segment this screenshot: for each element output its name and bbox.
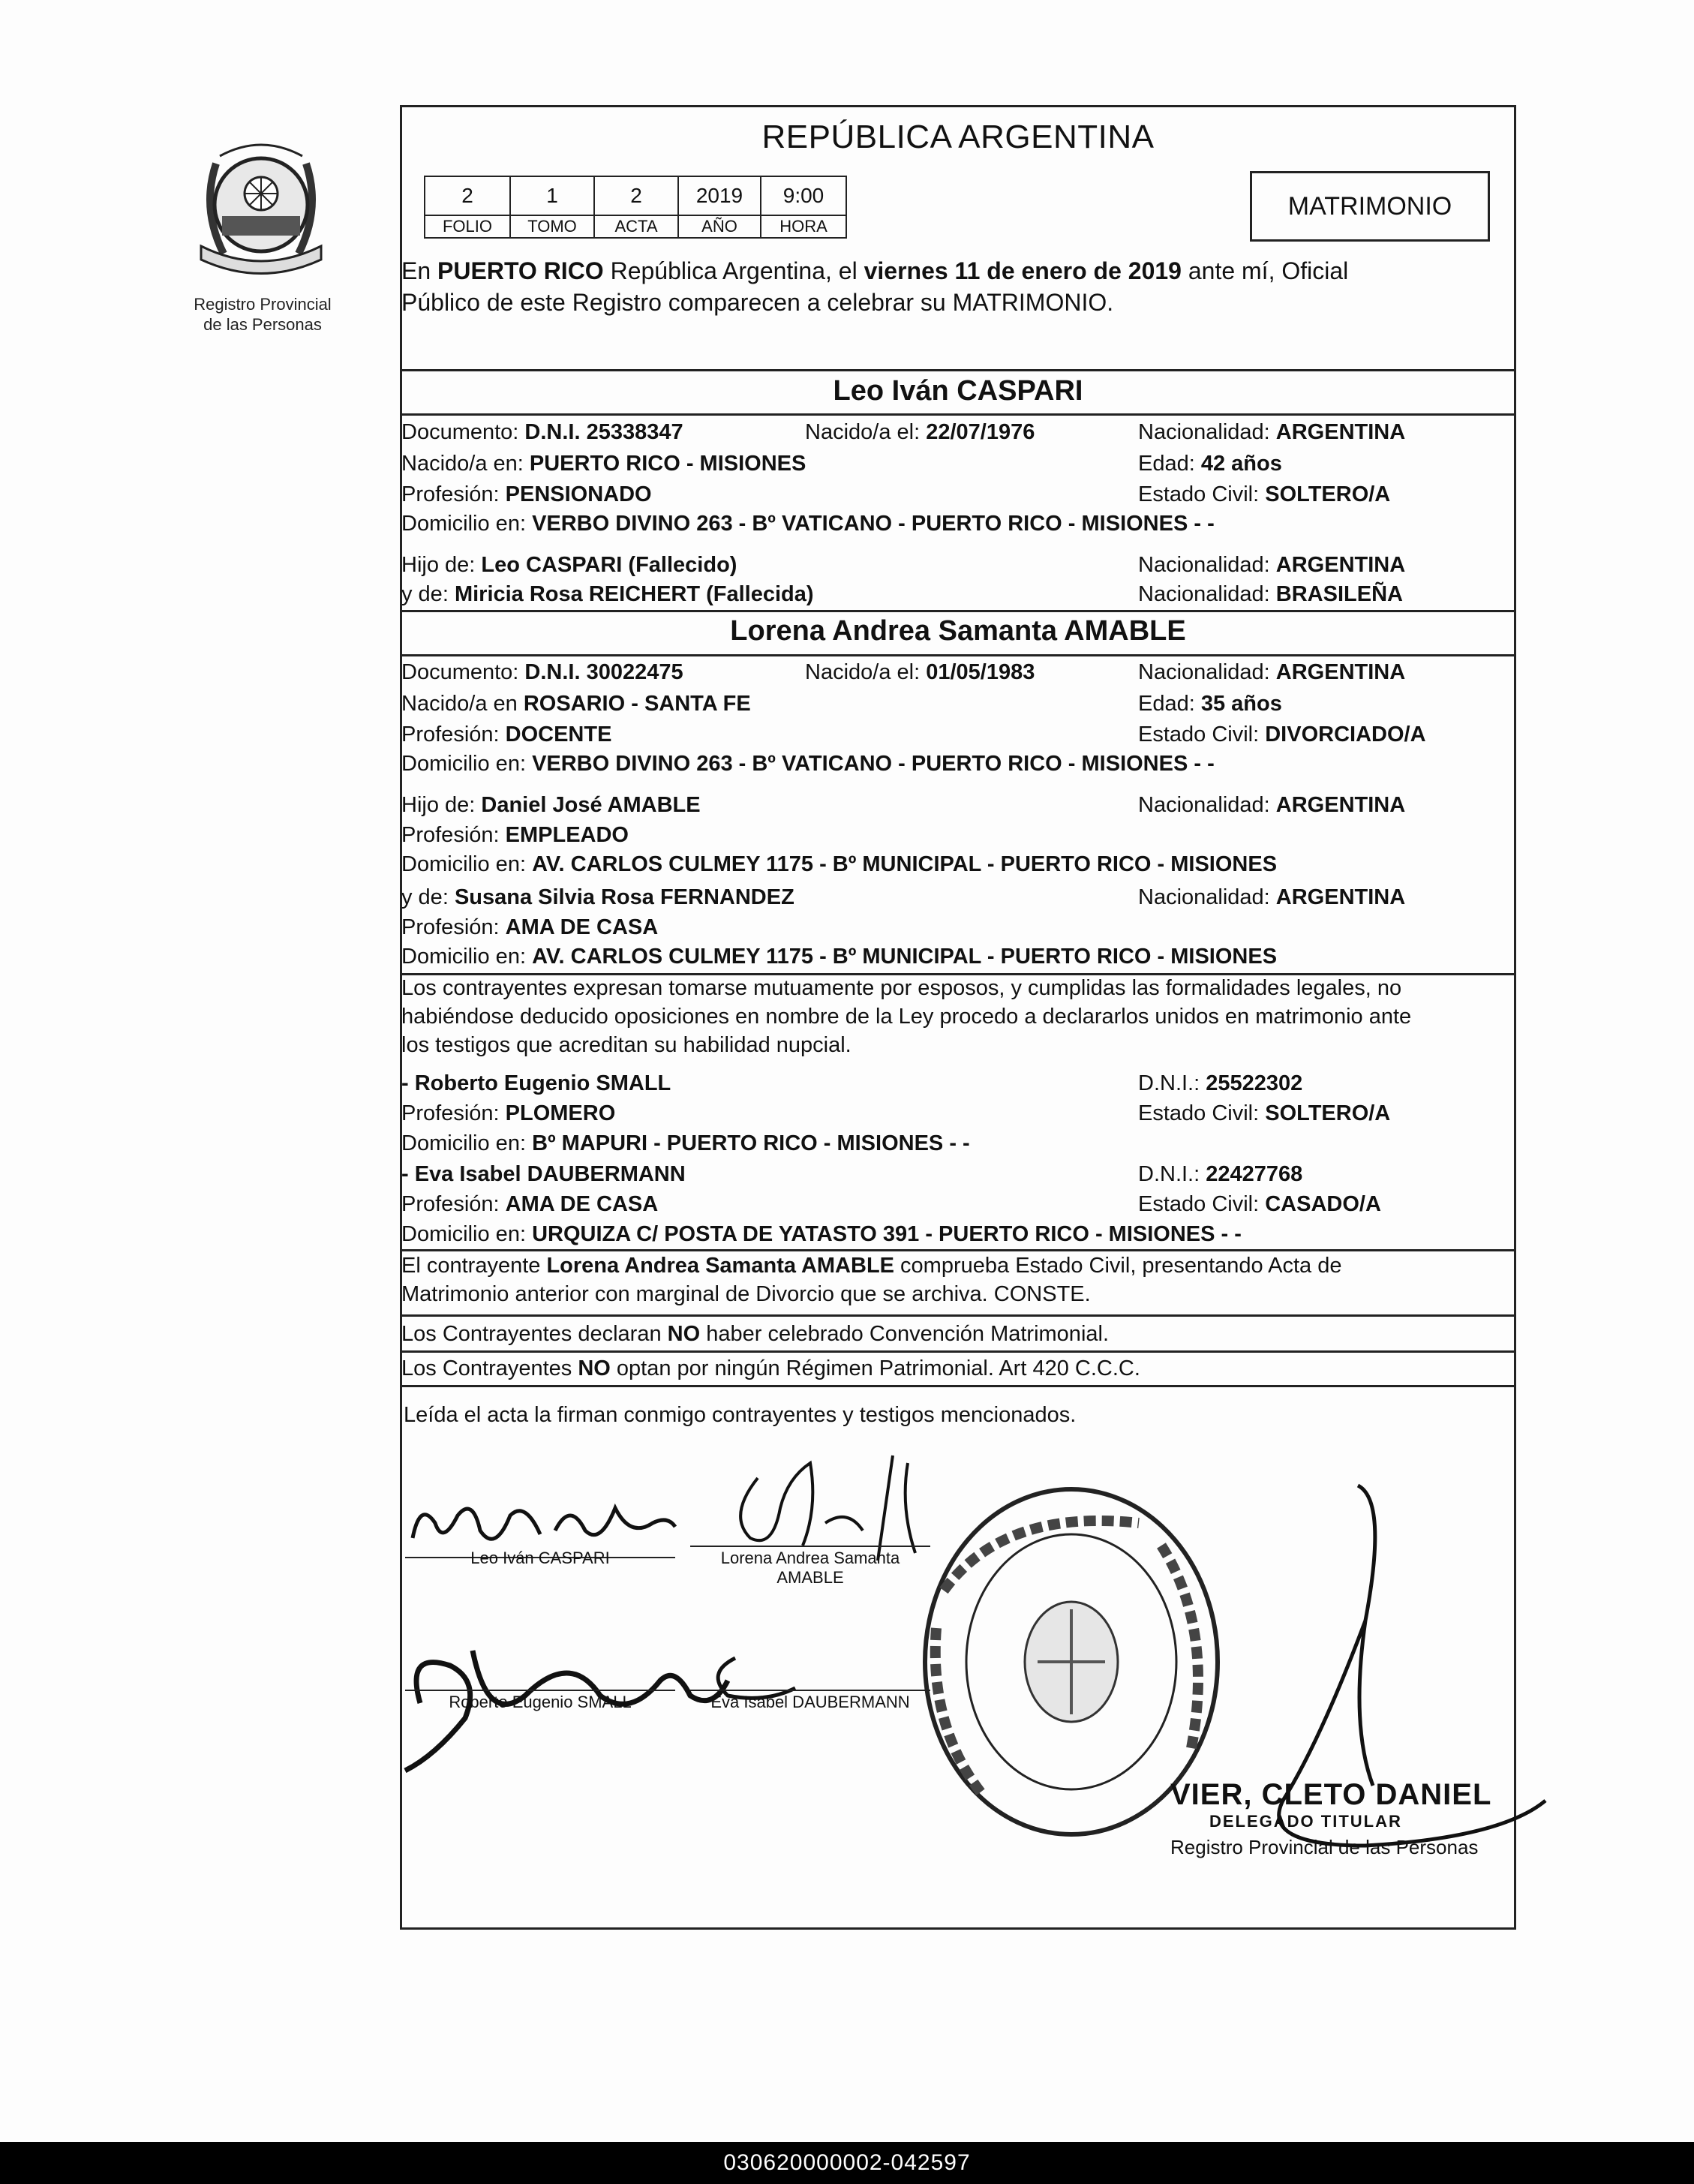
folio-label: FOLIO [425,215,510,238]
witness2-civil-status-row: Estado Civil: CASADO/A [1138,1192,1381,1216]
spouse2-profession-row: Profesión: DOCENTE [401,722,612,747]
spouse1-address-row: Domicilio en: VERBO DIVINO 263 - Bº VATICANO - PUERTO RICO - MISIONES - - [401,512,1215,536]
spouse2-mother-row: y de: Susana Silvia Rosa FERNANDEZ [401,885,794,909]
spouse1-profession-row: Profesión: PENSIONADO [401,482,652,506]
spouse1-age-row: Edad: 42 años [1138,452,1282,476]
spouse2-father-profession-row: Profesión: EMPLEADO [401,823,629,847]
country-title: REPÚBLICA ARGENTINA [761,119,1155,155]
spouse1-father-row: Hijo de: Leo CASPARI (Fallecido) [401,553,737,577]
witness2-profession-row: Profesión: AMA DE CASA [401,1192,659,1216]
official-role: DELEGADO TITULAR [1209,1812,1402,1831]
spouse1-name: Leo Iván CASPARI [833,375,1083,407]
convention-note: Los Contrayentes declaran NO haber celebrado Convención Matrimonial. [401,1322,1110,1346]
divider [400,610,1516,612]
spouse2-mother-profession-row: Profesión: AMA DE CASA [401,915,659,939]
declaration-paragraph [401,974,1515,1059]
registry-label-line2: de las Personas [203,315,322,334]
signature-line [405,1690,675,1691]
witness2-name-row: - Eva Isabel DAUBERMANN [401,1162,686,1186]
folio-value: 2 [425,176,510,215]
intro-line2: Público de este Registro comparecen a celebrar su MATRIMONIO. [401,289,1114,316]
witness1-dni-row: D.N.I.: 25522302 [1138,1071,1303,1095]
registry-label-line1: Registro Provincial [194,295,332,314]
provincia-de-misiones-seal-icon [186,134,336,284]
act-type-box: MATRIMONIO [1250,171,1490,242]
spouse1-birthdate-row: Nacido/a el: 22/07/1976 [805,420,1035,444]
witness1-address-row: Domicilio en: Bº MAPURI - PUERTO RICO - MISIONES - - [401,1131,970,1155]
spouse2-signature-caption: Lorena Andrea Samanta AMABLE [720,1549,900,1587]
acta-label: ACTA [594,215,678,238]
hora-value: 9:00 [761,176,846,215]
official-block [1170,1778,1491,1859]
spouse1-signature-caption: Leo Iván CASPARI [470,1549,610,1567]
document-code: 030620000002-042597 [0,2142,1694,2184]
spouse2-birthplace-row: Nacido/a en ROSARIO - SANTA FE [401,692,751,716]
divider [400,1314,1516,1317]
witnesses-signatures-icon [375,1606,840,1778]
spouse1-father-nationality-row: Nacionalidad: ARGENTINA [1138,553,1406,577]
spouse1-mother-row: y de: Miricia Rosa REICHERT (Fallecida) [401,582,814,606]
spouse1-civil-status-row: Estado Civil: SOLTERO/A [1138,482,1391,506]
tomo-value: 1 [510,176,594,215]
witness1-profession-row: Profesión: PLOMERO [401,1101,616,1125]
official-registry: Registro Provincial de las Personas [1170,1836,1479,1858]
official-name: VIER, CLETO DANIEL [1170,1778,1492,1811]
spouse1-birthplace-row: Nacido/a en: PUERTO RICO - MISIONES [401,452,806,476]
divider [400,1385,1516,1387]
witness2-signature-caption: Eva Isabel DAUBERMANN [710,1693,910,1711]
spouse2-nationality-row: Nacionalidad: ARGENTINA [1138,660,1406,684]
spouse2-name: Lorena Andrea Samanta AMABLE [730,615,1186,647]
acta-value: 2 [594,176,678,215]
spouse2-mother-nationality-row: Nacionalidad: ARGENTINA [1138,885,1406,909]
civil-status-note-line2: Matrimonio anterior con marginal de Divorcio que se archiva. CONSTE. [401,1282,1091,1306]
spouse2-address-row: Domicilio en: VERBO DIVINO 263 - Bº VATICANO - PUERTO RICO - MISIONES - - [401,752,1215,776]
intro-paragraph [401,255,1515,318]
spouse1-mother-nationality-row: Nacionalidad: BRASILEÑA [1138,582,1403,606]
spouse1-nationality-row: Nacionalidad: ARGENTINA [1138,420,1406,444]
spouse2-father-address-row: Domicilio en: AV. CARLOS CULMEY 1175 - Bº MUNICIPAL - PUERTO RICO - MISIONES [401,852,1278,876]
intro-line1: En PUERTO RICO República Argentina, el viernes 11 de enero de 2019 ante mí, Oficial [401,257,1349,284]
witness1-name-row: - Roberto Eugenio SMALL [401,1071,671,1095]
declaration-line3: los testigos que acreditan su habilidad nupcial. [401,1033,852,1057]
tomo-label: TOMO [510,215,594,238]
witness1-signature-caption: Roberto Eugenio SMALL [449,1693,632,1711]
civil-status-note-line1: El contrayente Lorena Andrea Samanta AMABLE comprueba Estado Civil, presentando Acta de [401,1254,1342,1278]
spouse2-age-row: Edad: 35 años [1138,692,1282,716]
spouse1-document-row: Documento: D.N.I. 25338347 [401,420,683,444]
declaration-line2: habiéndose deducido oposiciones en nombre de la Ley procedo a declararlos unidos en matrimonio ante [401,1005,1412,1029]
divider [400,654,1516,656]
regime-note: Los Contrayentes NO optan por ningún Régimen Patrimonial. Art 420 C.C.C. [401,1356,1140,1380]
spouse2-father-row: Hijo de: Daniel José AMABLE [401,793,701,817]
anio-label: AÑO [678,215,761,238]
hora-label: HORA [761,215,846,238]
divider [400,369,1516,371]
spouse2-father-nationality-row: Nacionalidad: ARGENTINA [1138,793,1406,817]
signature-line [690,1546,930,1547]
witness1-civil-status-row: Estado Civil: SOLTERO/A [1138,1101,1391,1125]
reference-table [424,176,847,239]
witness2-address-row: Domicilio en: URQUIZA C/ POSTA DE YATASTO 391 - PUERTO RICO - MISIONES - - [401,1222,1242,1246]
signature-line [690,1690,930,1691]
spouse2-civil-status-row: Estado Civil: DIVORCIADO/A [1138,722,1426,747]
spouse2-birthdate-row: Nacido/a el: 01/05/1983 [805,660,1035,684]
declaration-line1: Los contrayentes expresan tomarse mutuamente por esposos, y cumplidas las formalidades legales, no [401,976,1402,1000]
witness2-dni-row: D.N.I.: 22427768 [1138,1162,1303,1186]
divider [400,413,1516,416]
spouse2-document-row: Documento: D.N.I. 30022475 [401,660,683,684]
anio-value: 2019 [678,176,761,215]
registry-label [158,294,368,335]
closing-text: Leída el acta la firman conmigo contrayentes y testigos mencionados. [404,1403,1077,1427]
civil-status-note [401,1251,1515,1308]
divider [400,1350,1516,1353]
spouse2-mother-address-row: Domicilio en: AV. CARLOS CULMEY 1175 - Bº MUNICIPAL - PUERTO RICO - MISIONES [401,945,1278,969]
